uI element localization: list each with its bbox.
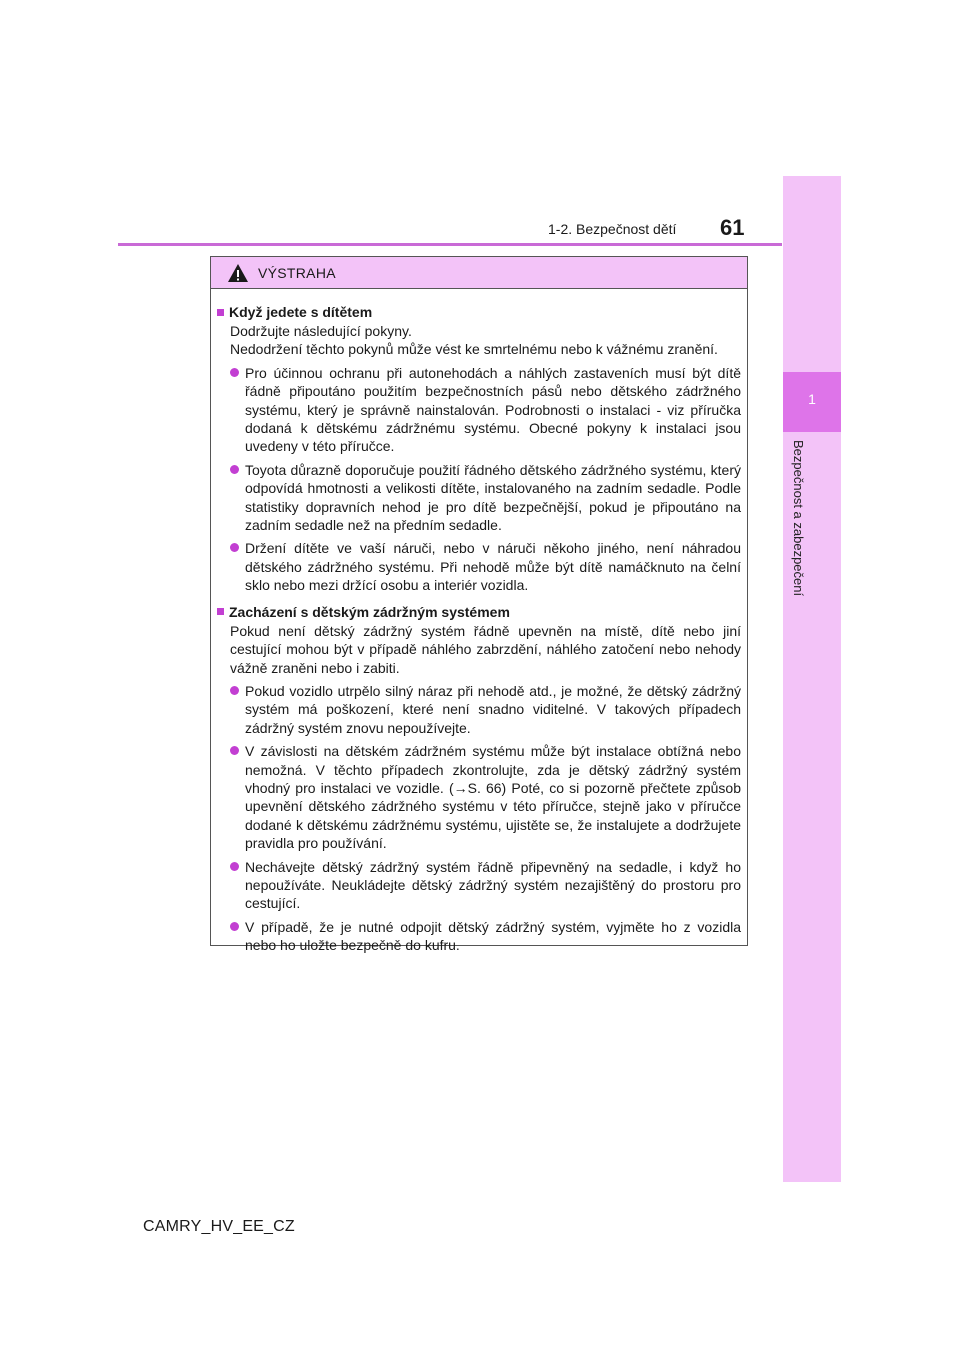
chapter-side-tab <box>783 176 841 1182</box>
bullet-item <box>217 461 741 535</box>
bullet-item <box>217 858 741 913</box>
circle-bullet-icon <box>230 862 239 871</box>
paragraph: Dodržujte následující pokyny. <box>230 323 412 339</box>
warning-body <box>211 289 747 955</box>
bullet-item <box>217 918 741 955</box>
section-heading-text: Zacházení s dětským zádržným systémem <box>229 603 510 620</box>
section-header-title: 1-2. Bezpečnost dětí <box>548 221 677 237</box>
bullet-text: V závislosti na dětském zádržném systému může být instalace obtížná nebo nemožná. V těchto případech zkontrolujte, zda je dětský zádržný systém vhodný pro instalaci ve vozidle. (→S. 66) Poté, co si pozorně přečtete způsob upevnění dětského zádržného systému v této příručce, stejně jako v příručce dodané k dětskému zádržnému systému, ujistěte se, že instalujete a dodržujete pravidla pro používání. <box>245 743 741 852</box>
warning-title: VÝSTRAHA <box>258 264 336 281</box>
bullet-text: Držení dítěte ve vaší náruči, nebo v náruči někoho jiného, není náhradou dětského zádržného systému. Při nehodě může být dítě namáčknuto na čelní sklo nebo mezi držící osobu a interiér vozidla. <box>245 540 741 594</box>
section-heading-text: Když jedete s dítětem <box>229 304 373 320</box>
warning-section <box>217 302 741 595</box>
square-bullet-icon <box>217 309 224 316</box>
bullet-text: V případě, že je nutné odpojit dětský zádržný systém, vyjměte ho z vozidla nebo ho uložte bezpečně do kufru. <box>245 918 741 954</box>
bullet-item <box>217 682 741 737</box>
circle-bullet-icon <box>230 543 239 552</box>
bullet-text: Nechávejte dětský zádržný systém řádně připevněný na sedadle, i když ho nepoužíváte. Neukládejte dětský zádržný systém nezajištěný do prostoru pro cestující. <box>245 858 741 912</box>
circle-bullet-icon <box>230 465 239 474</box>
chapter-title: Bezpečnost a zabezpečení <box>791 440 806 597</box>
warning-section <box>217 602 741 955</box>
bullet-text: Toyota důrazně doporučuje použití řádného dětského zádržného systému, který odpovídá hmotnosti a velikosti dítěte, instalovaného na zadním sedadle. Podle statistiky dopravních nehod je pro dítě bezpečnější, pokud je připoutáno na zadním sedadle než na předním sedadle. <box>245 461 741 534</box>
circle-bullet-icon <box>230 686 239 695</box>
circle-bullet-icon <box>230 368 239 377</box>
section-heading <box>217 602 741 622</box>
square-bullet-icon <box>217 608 224 615</box>
warning-triangle-icon <box>227 263 249 283</box>
bullet-item <box>217 742 741 852</box>
page-number: 61 <box>720 215 745 240</box>
document-code: CAMRY_HV_EE_CZ <box>143 1218 295 1235</box>
warning-header <box>211 257 747 289</box>
header-divider <box>118 243 782 246</box>
circle-bullet-icon <box>230 746 239 755</box>
chapter-number: 1 <box>808 391 816 407</box>
warning-box <box>210 256 748 954</box>
bullet-text: Pro účinnou ochranu při autonehodách a náhlých zastaveních musí být dítě řádně připoutáno použitím bezpečnostních pásů nebo dětského zádržného systému, který je správně nainstalován. Podrobnosti o instalaci - viz příručka dodaná k dětskému zádržnému systému. Obecné pokyny k instalaci jsou uvedeny v této příručce. <box>245 364 741 455</box>
bullet-item <box>217 364 741 456</box>
paragraph: Nedodržení těchto pokynů může vést ke smrtelnému nebo k vážnému zranění. <box>230 341 718 358</box>
circle-bullet-icon <box>230 922 239 931</box>
paragraph: Pokud není dětský zádržný systém řádně upevněn na místě, dítě nebo jiní cestující mohou být v případě náhlého zabrzdění, náhlého zatočení nebo nehody vážně zraněni nebo i zabiti. <box>230 622 741 676</box>
section-heading <box>217 302 741 322</box>
bullet-text: Pokud vozidlo utrpělo silný náraz při nehodě atd., je možné, že dětský zádržný systém má poškození, které není snadno viditelné. V takových případech zádržný systém znovu nepoužívejte. <box>245 682 741 736</box>
bullet-item <box>217 539 741 594</box>
